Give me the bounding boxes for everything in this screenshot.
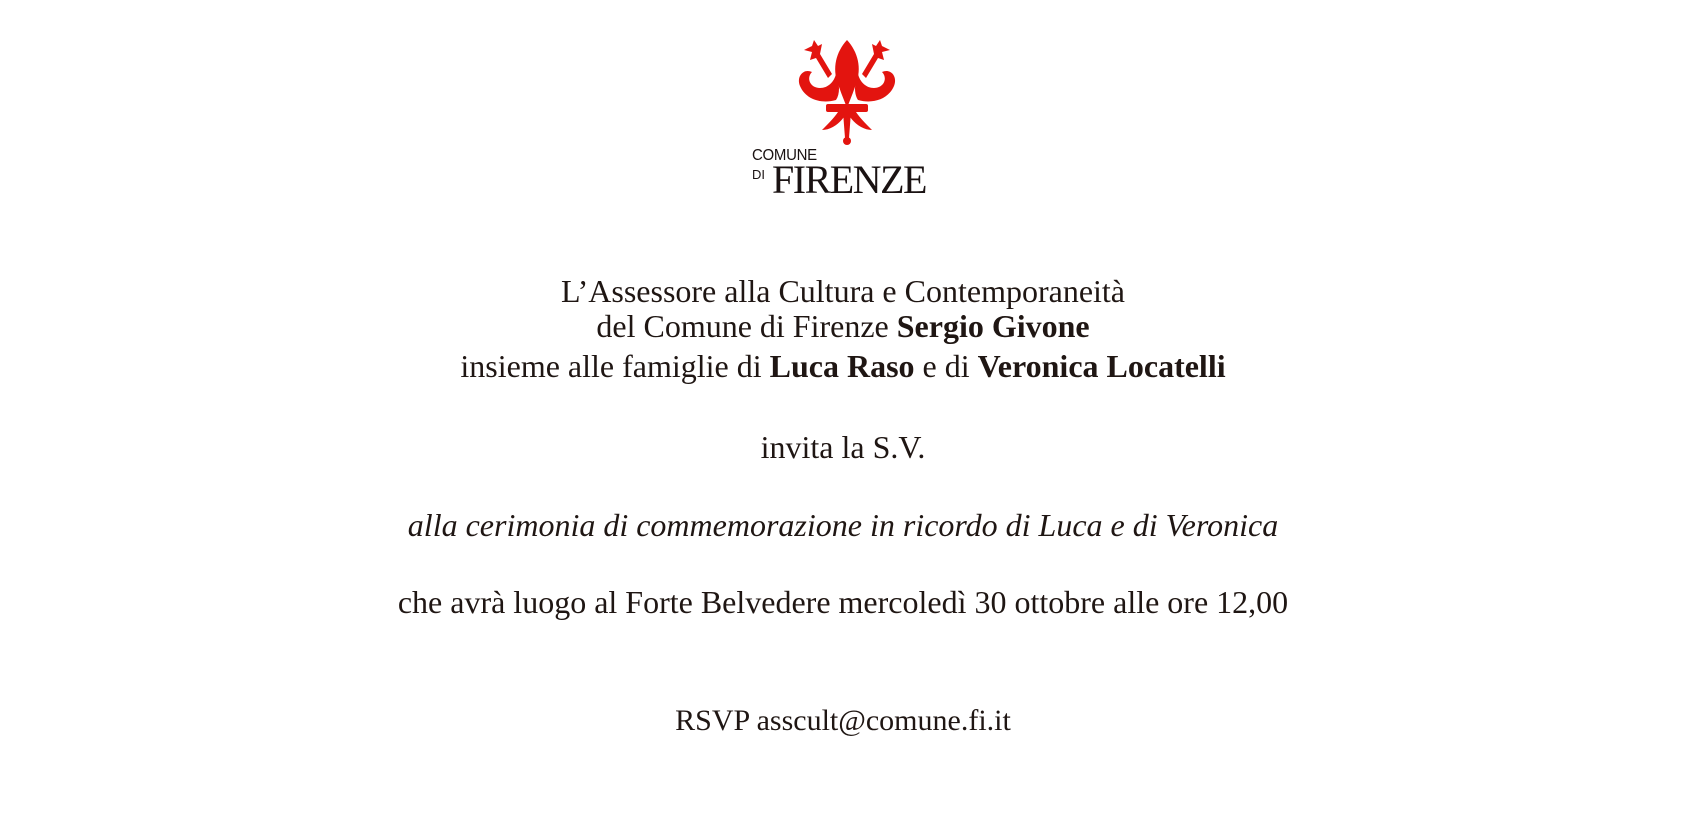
families-prefix: insieme alle famiglie di [460, 348, 770, 384]
date-location-line: che avrà luogo al Forte Belvedere mercoledì 30 ottobre alle ore 12,00 [397, 584, 1289, 620]
assessor-title-text: L’Assessore alla Cultura e Contemporaneità [561, 273, 1125, 309]
family-name-veronica: Veronica Locatelli [977, 348, 1226, 384]
ceremony-line: alla cerimonia di commemorazione in ricordo di Luca e di Veronica [407, 507, 1279, 543]
families-line [0, 347, 1686, 385]
assessor-name-line [0, 307, 1686, 345]
assessor-name-prefix: del Comune di Firenze [596, 308, 897, 344]
assessor-name: Sergio Givone [896, 308, 1090, 344]
assessor-title [0, 272, 1686, 310]
logo-text-comune: COMUNE [752, 146, 817, 165]
invite-line: invita la S.V. [760, 429, 926, 465]
logo-text-di: DI [752, 167, 765, 182]
family-name-luca: Luca Raso [769, 348, 915, 384]
rsvp-line: RSVP asscult@comune.fi.it [675, 704, 1011, 737]
families-conjunction: e di [914, 348, 978, 384]
logo-text-firenze: FIRENZE [772, 157, 926, 202]
florence-lily-icon [792, 38, 902, 156]
comune-di-firenze-logo [748, 38, 938, 210]
